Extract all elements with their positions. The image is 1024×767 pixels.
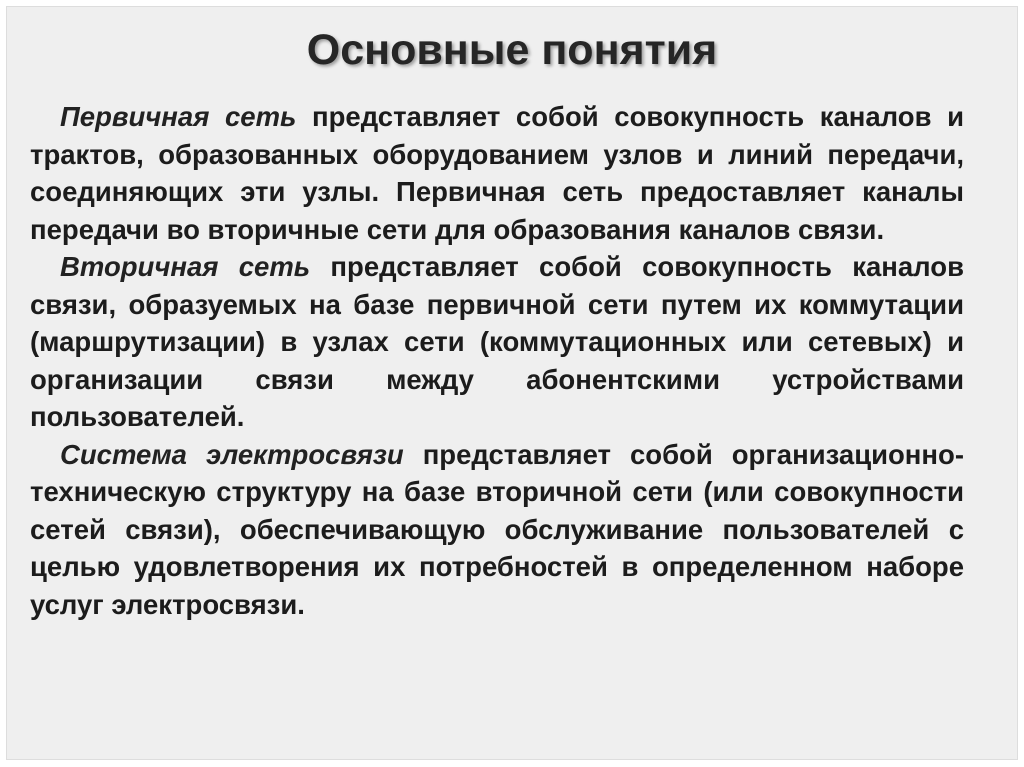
paragraph-secondary-network — [30, 248, 964, 436]
term-secondary-network: Вторичная сеть — [60, 251, 311, 282]
term-telecom-system: Система электросвязи — [60, 438, 404, 470]
slide-body — [30, 98, 964, 623]
paragraph-telecom-system — [30, 436, 964, 624]
definition-primary-network: представляет собой совокупность каналов и трактов, образованных оборудованием узлов и линий передачи, соединяющих эти узлы. Первичная сеть предоставляет каналы передачи во вторичные сети для образования каналов связи. — [30, 101, 964, 245]
paragraph-primary-network — [30, 98, 964, 248]
definition-telecom-system: представляет собой организационно-техническую структуру на базе вторичной сети (или совокупности сетей связи), обеспечивающую обслуживание пользователей с целью удовлетворения их потребностей в определенном наборе услуг электросвязи. — [30, 438, 964, 620]
definition-secondary-network: представляет собой совокупность каналов связи, образуемых на базе первичной сети путем их коммутации (маршрутизации) в узлах сети (коммутационных или сетевых) и организации связи между абонентскими устройствами пользователей. — [30, 251, 964, 432]
term-primary-network: Первичная сеть — [60, 101, 297, 132]
slide-title: Основные понятия — [306, 26, 718, 74]
